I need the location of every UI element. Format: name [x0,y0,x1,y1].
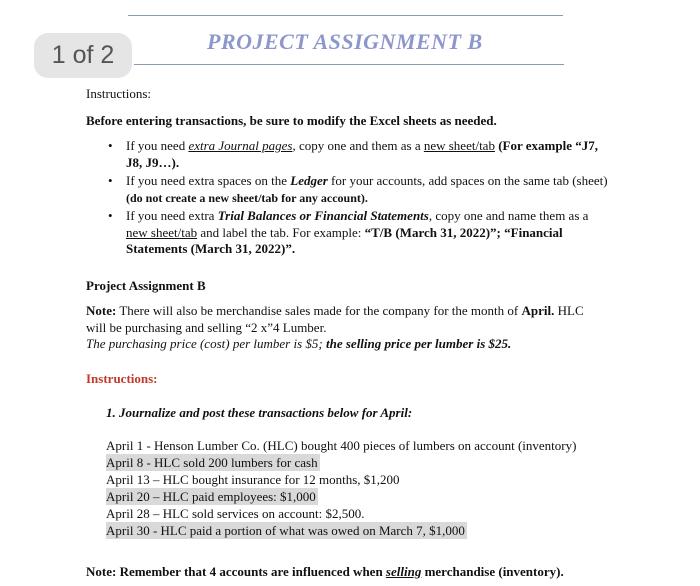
transaction-line: April 28 – HLC sold services on account: $2,500. [106,506,365,521]
bullet-text: , copy one and them as a [292,138,424,153]
purchasing-price [86,335,511,352]
bullet-emphasis: Ledger [290,173,328,188]
bullet-trial-balances [108,208,608,258]
bullet-emphasis: Trial Balances or Financial Statements [217,208,429,223]
link-new-sheet-tab-2: new sheet/tab [126,224,198,240]
transaction-line: April 13 – HLC bought insurance for 12 months, $1,200 [106,472,400,487]
bullet-bold-text: “T/B (March 31, 2022)”; “Financial Statements (March 31, 2022)”. [126,224,563,256]
bullet-text: If you need extra spaces on the [126,173,291,188]
bullet-text: If you need [126,138,189,153]
final-note-emphasis: selling [385,564,422,579]
final-note [86,563,564,580]
page-counter [34,33,132,78]
transaction-line: April 8 - HLC sold 200 lumbers for cash [106,455,318,470]
title-divider [134,64,564,65]
note-text: There will also be merchandise sales made for the company for the month of [116,303,522,318]
transaction-line: April 30 - HLC paid a portion of what was owed on March 7, $1,000 [106,523,465,538]
journalize-step: 1. Journalize and post these transactions below for April: [106,405,413,420]
bullet-text: If you need extra [126,208,218,223]
transactions-list [106,437,578,539]
link-new-sheet-tab: new sheet/tab [423,138,495,153]
project-heading: Project Assignment B [86,278,206,293]
final-note-text: Note: Remember that 4 accounts are influenced when [86,564,386,579]
bullet-bold-text: (do not create a new sheet/tab for any account). [126,190,368,205]
instructions-label: Instructions: [86,86,151,101]
bullet-text: for your accounts, add spaces on the same tab (sheet) [327,173,608,188]
document-title: PROJECT ASSIGNMENT B [207,29,483,54]
transaction-line: April 20 – HLC paid employees: $1,000 [106,489,316,504]
purchasing-text: The purchasing price (cost) per lumber is $5; [86,336,326,351]
selling-price-text: the selling price per lumber is $25. [326,336,512,351]
page-counter-text: 1 of 2 [51,41,115,69]
transaction-line: April 1 - Henson Lumber Co. (HLC) bought 400 pieces of lumbers on account (inventory) [106,438,577,453]
bullet-ledger [108,173,608,206]
note-month: April. [521,303,555,318]
bullet-text: , copy one and name them as a [428,208,589,223]
link-extra-journal-pages: extra Journal pages [188,138,293,153]
top-divider [128,15,563,16]
merchandise-note [86,302,606,336]
final-note-text: merchandise (inventory). [421,564,564,579]
instruction-bullets [108,138,608,260]
before-entering-note: Before entering transactions, be sure to modify the Excel sheets as needed. [86,113,497,128]
bullet-bold-text: (For example “J7, J8, J9…). [126,138,598,170]
note-label: Note: [86,303,117,318]
note-text: HLC will be purchasing and selling “2 x”4 Lumber. [86,303,584,335]
instructions-heading-red: Instructions: [86,371,158,386]
bullet-text: and label the tab. For example: [197,224,365,240]
bullet-journal-pages [108,138,608,171]
